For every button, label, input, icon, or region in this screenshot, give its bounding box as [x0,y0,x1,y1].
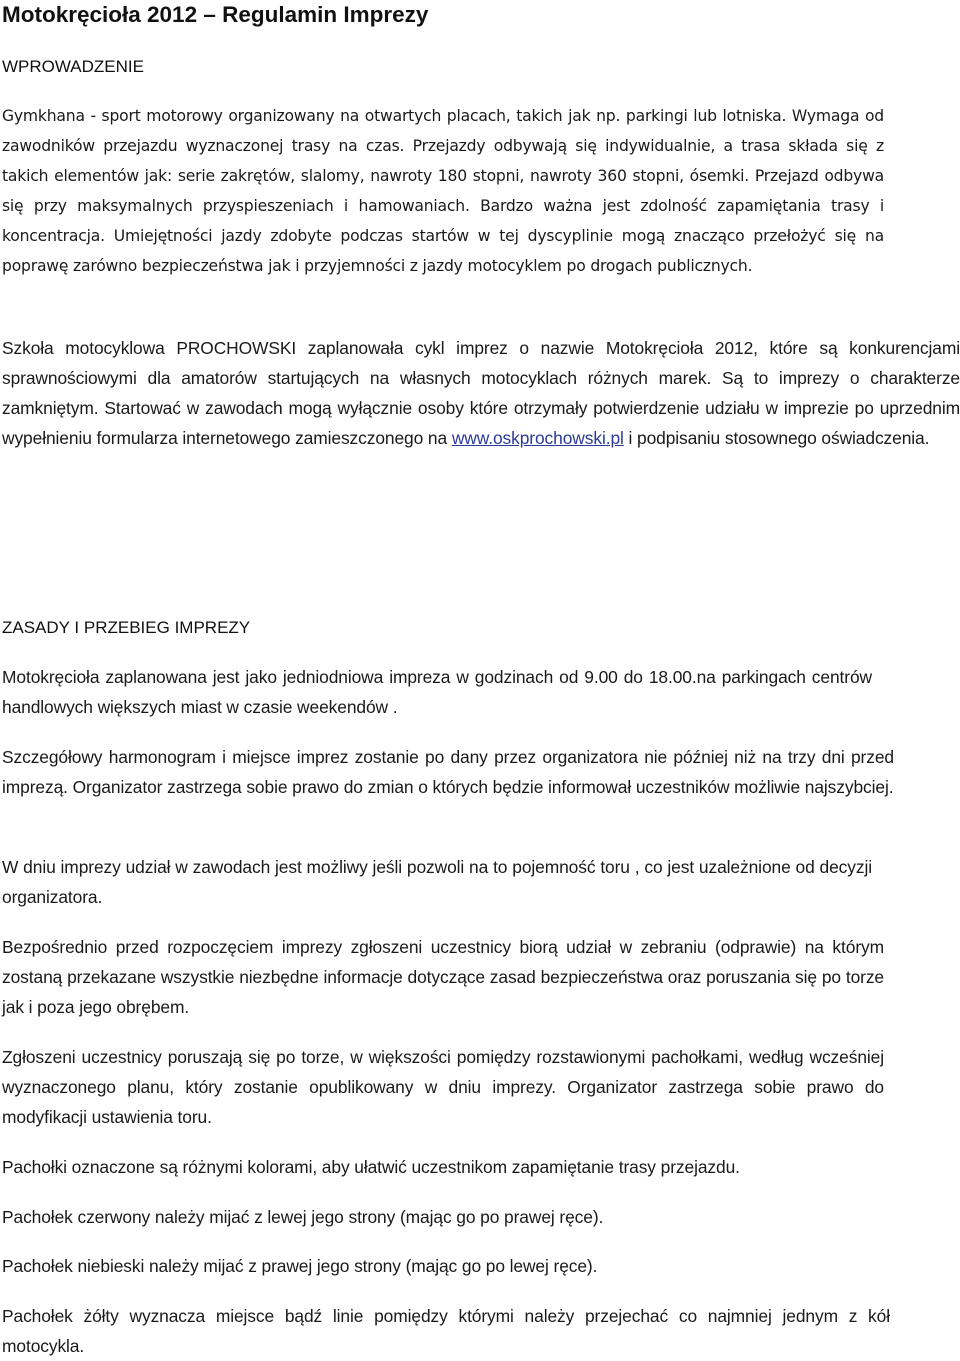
paragraph-school-text: Szkoła motocyklowa PROCHOWSKI zaplanowała cykl imprez o nazwie Motokręcioła 2012, które są konkurencjami sprawnościowymi dla amatorów startujących na własnych motocyklach różnych marek. Są to imprezy o charakterze zamkniętym. Startować w zawodach mogą wyłącznie osoby które otrzymały potwierdzenie udziału w imprezie po uprzednim wypełnieniu formularza internetowego zamieszczonego na [2,338,960,448]
paragraph-cones-colors: Pachołki oznaczone są różnymi kolorami, aby ułatwić uczestnikom zapamiętanie trasy przejazdu. [2,1157,740,1177]
paragraph-capacity: W dniu imprezy udział w zawodach jest możliwy jeśli pozwoli na to pojemność toru , co jest uzależnione od decyzji organizatora. [2,857,872,907]
paragraph-school-text-end: i podpisaniu stosownego oświadczenia. [623,428,930,448]
document-title: Motokręcioła 2012 – Regulamin Imprezy [2,2,429,27]
section-heading-intro: WPROWADZENIE [2,57,144,76]
paragraph-red-cone: Pachołek czerwony należy mijać z lewej jego strony (mając go po prawej ręce). [2,1207,604,1227]
paragraph-gymkhana: Gymkhana - sport motorowy organizowany na otwartych placach, takich jak np. parkingi lub lotniska. Wymaga od zawodników przejazdu wyznaczonej trasy na czas. Przejazdy odbywają się indywidualnie, a trasa składa się z takich elementów jak: serie zakrętów, slalomy, nawroty 180 stopni, nawroty 360 stopni, ósemki. Przejazd odbywa się przy maksymalnych przyspieszeniach i hamowaniach. Bardzo ważna jest zdolność zapamiętania trasy i koncentracja. Umiejętności jazdy zdobyte podczas startów w tej dyscyplinie mogą znacząco przełożyć się na poprawę zarówno bezpieczeństwa jak i przyjemności z jazdy motocyklem po drogach publicznych. [2,107,884,275]
paragraph-blue-cone: Pachołek niebieski należy mijać z prawej jego strony (mając go po lewej ręce). [2,1256,598,1276]
paragraph-school [2,333,960,453]
paragraph-briefing: Bezpośrednio przed rozpoczęciem imprezy zgłoszeni uczestnicy biorą udział w zebraniu (odprawie) na którym zostaną przekazane wszystkie niezbędne informacje dotyczące zasad bezpieczeństwa oraz poruszania się po torze jak i poza jego obrębem. [2,937,884,1017]
paragraph-schedule: Motokręcioła zaplanowana jest jako jedniodniowa impreza w godzinach od 9.00 do 18.00.na parkingach centrów handlowych większych miast w czasie weekendów . [2,667,872,717]
paragraph-yellow-cone: Pachołek żółty wyznacza miejsce bądź linie pomiędzy którymi należy przejechać co najmniej jednym z kół motocykla. [2,1306,890,1356]
paragraph-track: Zgłoszeni uczestnicy poruszają się po torze, w większości pomiędzy rozstawionymi pachołkami, według wcześniej wyznaczonego planu, który zostanie opublikowany w dniu imprezy. Organizator zastrzega sobie prawo do modyfikacji ustawienia toru. [2,1047,884,1127]
section-heading-rules: ZASADY I PRZEBIEG IMPREZY [2,618,251,637]
paragraph-timetable: Szczegółowy harmonogram i miejsce imprez zostanie po dany przez organizatora nie później niż na trzy dni przed imprezą. Organizator zastrzega sobie prawo do zmian o których będzie informował uczestników możliwie najszybciej. [2,747,894,797]
website-link[interactable]: www.oskprochowski.pl [451,428,624,448]
